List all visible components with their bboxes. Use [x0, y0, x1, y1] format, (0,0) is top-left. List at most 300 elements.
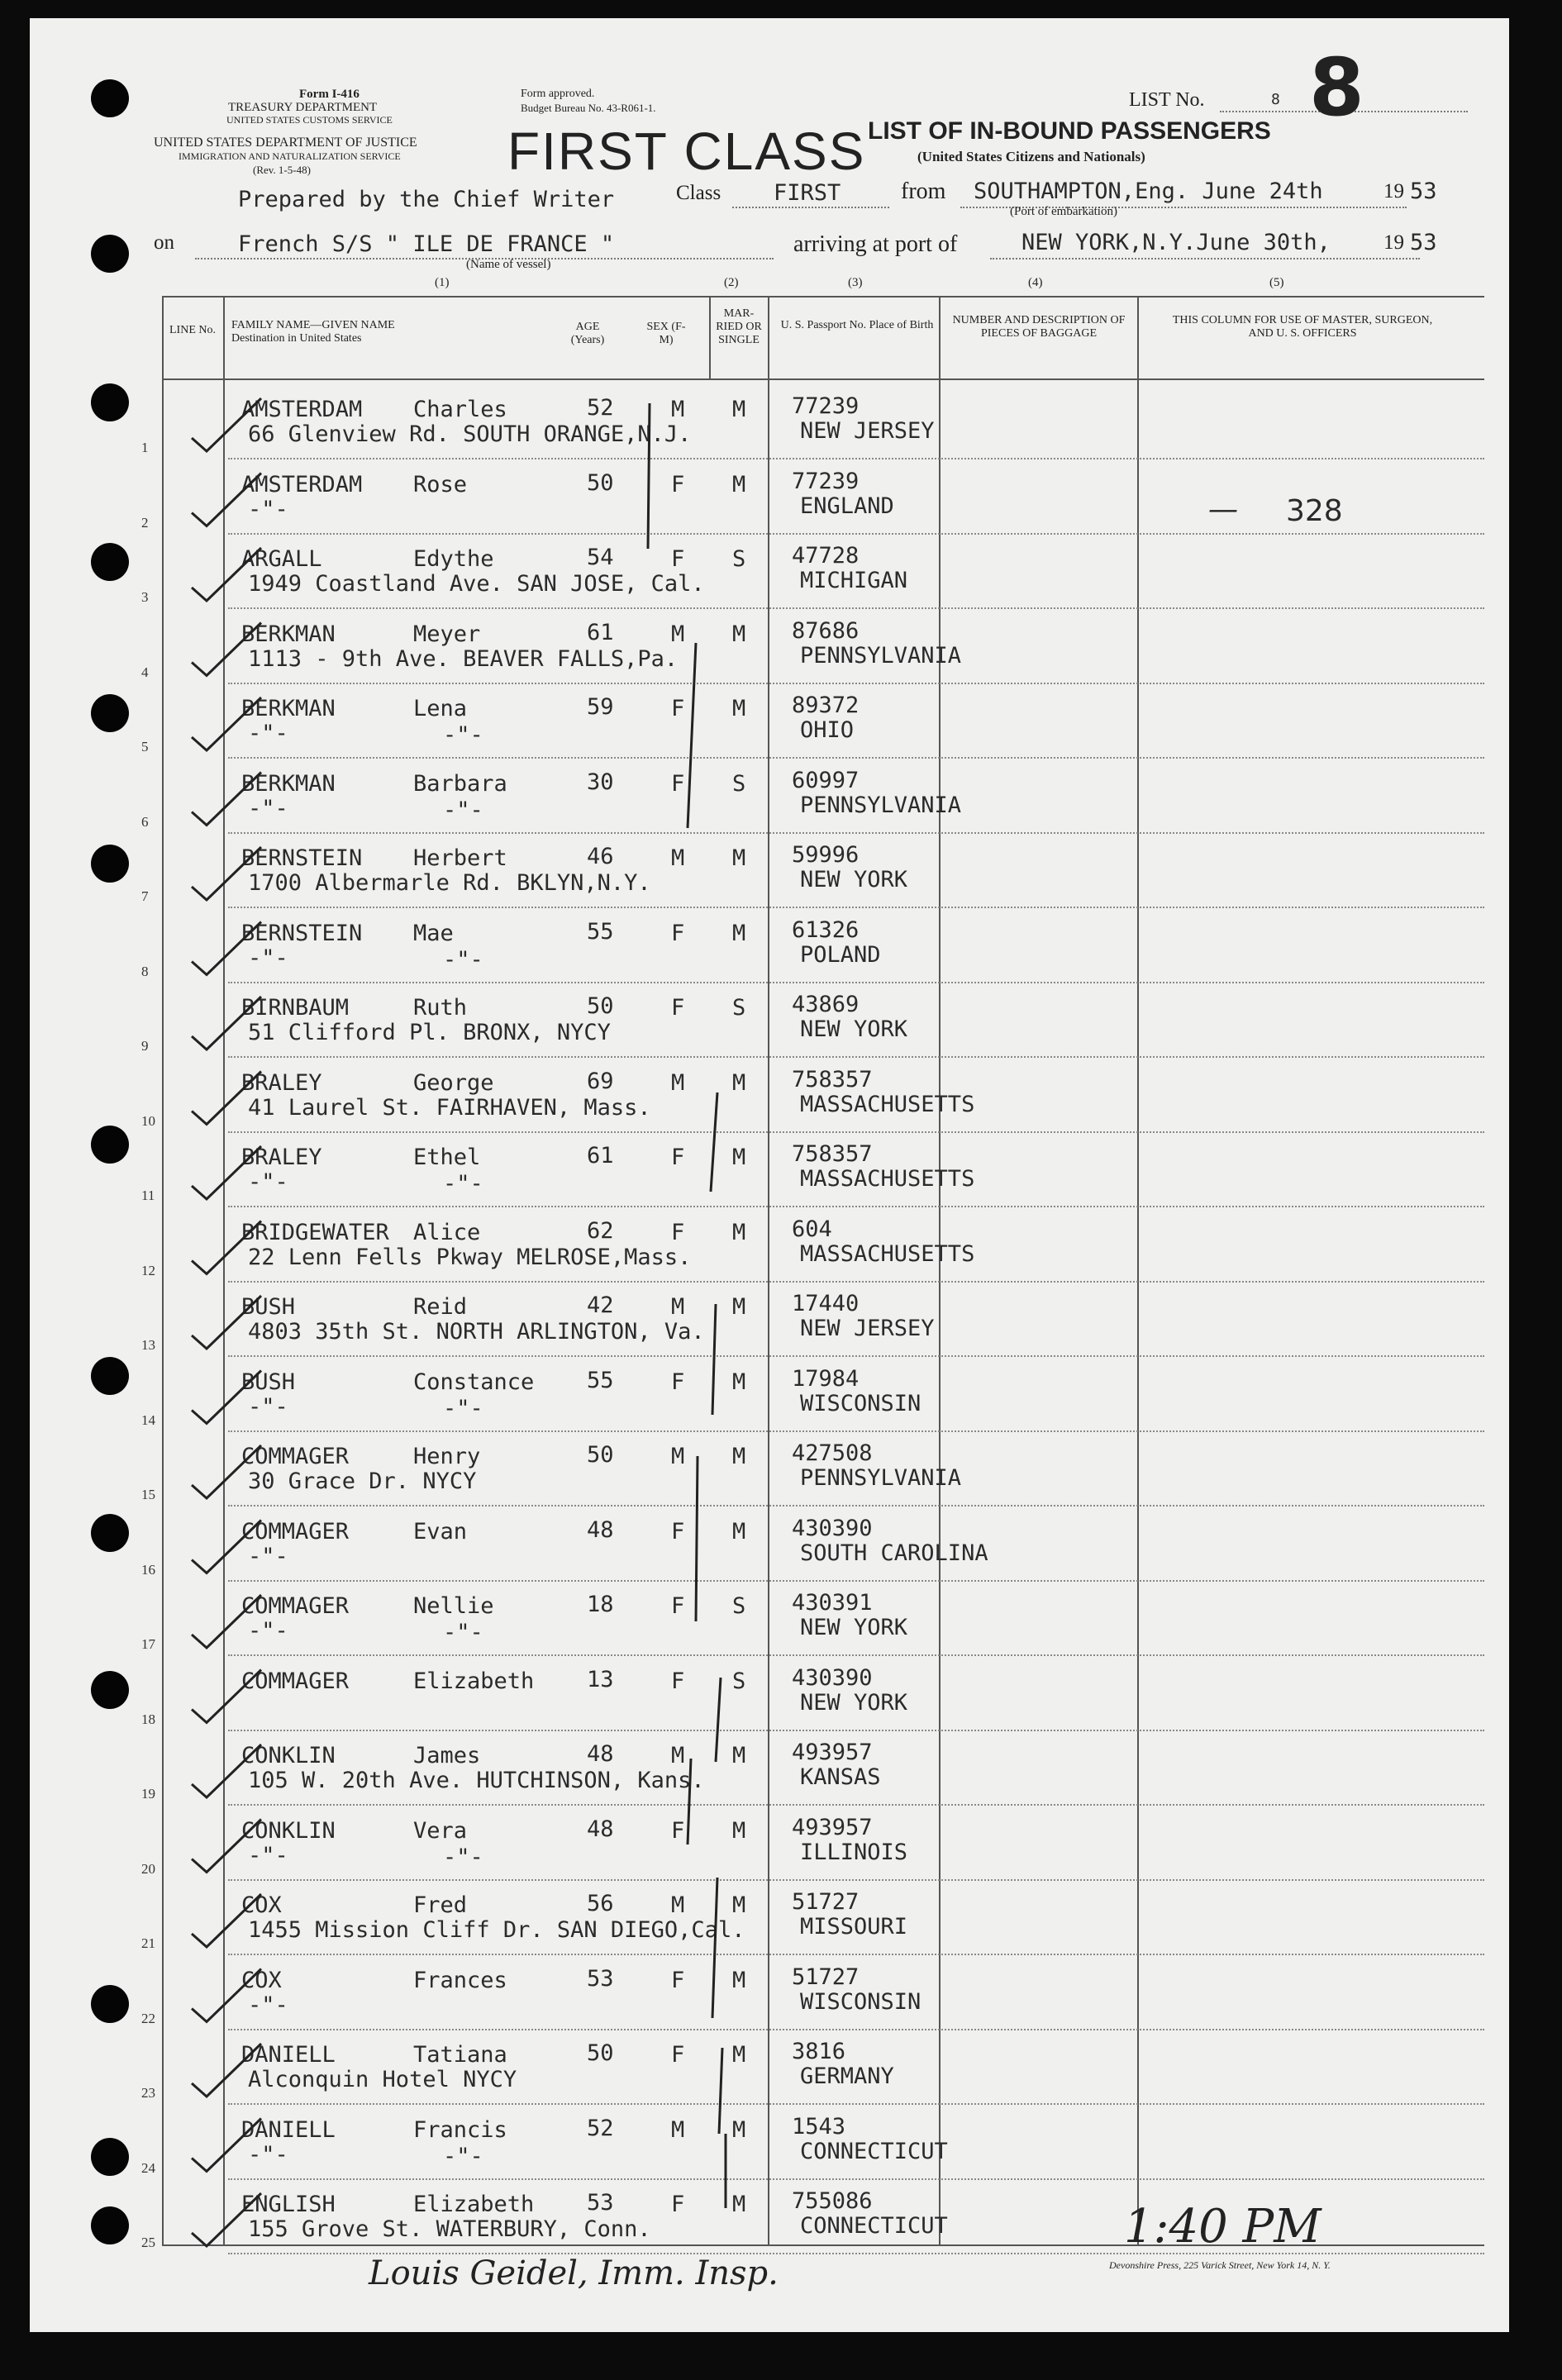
- line-number: 4: [141, 664, 149, 680]
- family-name: AMSTERDAM: [241, 471, 363, 497]
- sex: F: [671, 1368, 685, 1395]
- destination: 1113 - 9th Ave. BEAVER FALLS,Pa.: [248, 645, 679, 672]
- form-approved: Form approved.: [521, 88, 595, 100]
- marital-status: M: [732, 1743, 746, 1768]
- line-number: 6: [141, 813, 149, 830]
- bracket-stroke: [688, 1759, 691, 1844]
- passport-number: 87686: [792, 617, 860, 644]
- age: 55: [587, 918, 614, 945]
- family-name: BUSH: [241, 1368, 296, 1395]
- given-name-ditto: -"-: [443, 1844, 483, 1870]
- line-number: 1: [141, 440, 149, 455]
- family-name: DANIELL: [241, 2116, 336, 2143]
- place-of-birth: CONNECTICUT: [800, 2138, 948, 2164]
- passport-number: 758357: [792, 1141, 873, 1167]
- place-of-birth: ENGLAND: [800, 493, 894, 519]
- passport-number: 51727: [792, 1889, 860, 1915]
- destination: -"-: [248, 1992, 288, 2018]
- marital-status: M: [732, 845, 746, 871]
- sex: F: [671, 471, 685, 497]
- given-name: Constance: [413, 1368, 535, 1395]
- family-name: COX: [241, 1892, 282, 1918]
- marital-status: M: [732, 2116, 746, 2143]
- marital-status: M: [732, 696, 746, 721]
- age: 69: [587, 1068, 614, 1094]
- class-label: Class: [676, 182, 721, 204]
- year-prefix-1: 19: [1383, 180, 1404, 202]
- destination: 66 Glenview Rd. SOUTH ORANGE,N.J.: [248, 421, 692, 447]
- sex: F: [671, 1219, 685, 1245]
- sex: F: [671, 2042, 685, 2068]
- given-name: Francis: [413, 2116, 507, 2143]
- passport-number: 430390: [792, 1515, 873, 1541]
- marital-status: S: [732, 546, 746, 572]
- marital-status: M: [732, 1967, 746, 1993]
- line-number: 7: [141, 888, 149, 904]
- marital-status: M: [732, 1892, 746, 1918]
- given-name-ditto: -"-: [443, 722, 483, 748]
- passport-number: 493957: [792, 1740, 873, 1765]
- check-mark: [192, 2193, 261, 2246]
- line-number: 9: [141, 1038, 149, 1054]
- marital-status: M: [732, 1817, 746, 1844]
- given-name: Meyer: [413, 621, 481, 647]
- given-name: Fred: [413, 1892, 468, 1918]
- destination: 1949 Coastland Ave. SAN JOSE, Cal.: [248, 571, 705, 597]
- place-of-birth: CONNECTICUT: [800, 2213, 948, 2239]
- destination: 41 Laurel St. FAIRHAVEN, Mass.: [248, 1094, 651, 1121]
- destination: 4803 35th St. NORTH ARLINGTON, Va.: [248, 1319, 705, 1345]
- check-mark: [192, 697, 261, 750]
- check-mark: [192, 398, 261, 451]
- col-header-age: AGE (Years): [570, 321, 605, 346]
- place-of-birth: MASSACHUSETTS: [800, 1091, 975, 1117]
- sex: F: [671, 1518, 685, 1545]
- line-number: 19: [141, 1786, 155, 1802]
- list-no-label: LIST No.: [1129, 89, 1205, 111]
- vessel-name: French S/S " ILE DE FRANCE ": [238, 231, 615, 257]
- sex: M: [671, 845, 685, 871]
- line-number: 14: [141, 1411, 155, 1428]
- sex: M: [671, 1743, 685, 1768]
- given-name: Elizabeth: [413, 2192, 535, 2217]
- printer-credit: Devonshire Press, 225 Varick Street, New York 14, N. Y.: [1109, 2259, 1331, 2271]
- sex: F: [671, 1145, 685, 1170]
- family-name: ARGALL: [241, 546, 322, 572]
- family-name: COMMAGER: [241, 1668, 350, 1694]
- year-prefix-2: 19: [1383, 231, 1404, 254]
- place-of-birth: WISCONSIN: [800, 1390, 921, 1416]
- line-number: 22: [141, 2010, 155, 2026]
- marital-status: M: [732, 1219, 746, 1245]
- passport-number: 1543: [792, 2113, 846, 2140]
- vessel-caption: (Name of vessel): [466, 258, 551, 271]
- check-mark: [192, 623, 261, 676]
- marital-status: M: [732, 621, 746, 647]
- destination: -"-: [248, 1543, 288, 1569]
- marital-status: M: [732, 1368, 746, 1395]
- col-header-baggage: NUMBER AND DESCRIPTION OF PIECES OF BAGGAGE: [952, 314, 1126, 340]
- given-name: Vera: [413, 1817, 468, 1844]
- bracket-stroke: [688, 643, 696, 828]
- age: 48: [587, 1741, 614, 1767]
- given-name: Rose: [413, 471, 468, 497]
- age: 62: [587, 1217, 614, 1244]
- customs-service: UNITED STATES CUSTOMS SERVICE: [226, 114, 393, 126]
- check-mark: [192, 847, 261, 900]
- line-number: 2: [141, 514, 149, 531]
- family-name: AMSTERDAM: [241, 397, 363, 422]
- given-name: Mae: [413, 920, 454, 946]
- age: 30: [587, 769, 614, 795]
- check-mark: [192, 2044, 261, 2097]
- marital-status: M: [732, 471, 746, 497]
- place-of-birth: WISCONSIN: [800, 1988, 921, 2015]
- age: 61: [587, 1143, 614, 1169]
- sex: M: [671, 1444, 685, 1469]
- given-name: Alice: [413, 1219, 481, 1245]
- sex: F: [671, 1668, 685, 1694]
- list-no-typed: 8: [1271, 91, 1280, 108]
- marital-status: M: [732, 2192, 746, 2217]
- age: 52: [587, 395, 614, 421]
- marital-status: M: [732, 1518, 746, 1545]
- bracket-marks: [30, 18, 1509, 2332]
- passport-number: 89372: [792, 693, 860, 718]
- form-id: Form I-416: [299, 88, 360, 101]
- given-name-ditto: -"-: [443, 946, 483, 973]
- arrival-time: 1:40 PM: [1124, 2200, 1322, 2254]
- first-class-stamp: FIRST CLASS: [507, 121, 866, 181]
- place-of-birth: PENNSYLVANIA: [800, 1465, 962, 1491]
- sex: M: [671, 397, 685, 422]
- line-number: 20: [141, 1860, 155, 1877]
- line-number: 12: [141, 1262, 155, 1278]
- place-of-birth: PENNSYLVANIA: [800, 792, 962, 818]
- check-mark: [192, 1894, 261, 1947]
- passport-number: 59996: [792, 842, 860, 868]
- destination: 30 Grace Dr. NYCY: [248, 1468, 477, 1494]
- line-number: 15: [141, 1487, 155, 1502]
- place-of-birth: NEW YORK: [800, 1016, 908, 1042]
- marital-status: M: [732, 2042, 746, 2068]
- passport-number: 61326: [792, 916, 860, 943]
- place-of-birth: MASSACHUSETTS: [800, 1166, 975, 1192]
- bracket-stroke: [696, 1456, 698, 1621]
- line-number: 3: [141, 589, 149, 605]
- destination: 22 Lenn Fells Pkway MELROSE,Mass.: [248, 1244, 692, 1270]
- age: 61: [587, 619, 614, 645]
- passport-number: 17984: [792, 1365, 860, 1392]
- col-num-1: (1): [435, 276, 450, 289]
- page-subtitle: (United States Citizens and Nationals): [917, 149, 1145, 164]
- year-value-1: 53: [1410, 178, 1437, 204]
- check-mark: [192, 922, 261, 975]
- place-of-birth: MASSACHUSETTS: [800, 1240, 975, 1267]
- passport-number: 430391: [792, 1590, 873, 1616]
- place-of-birth: PENNSYLVANIA: [800, 642, 962, 669]
- line-number: 11: [141, 1188, 155, 1203]
- port-embarkation-caption: (Port of embarkation): [1010, 205, 1117, 218]
- sex: F: [671, 1817, 685, 1844]
- place-of-birth: SOUTH CAROLINA: [800, 1540, 988, 1566]
- check-mark: [192, 1820, 261, 1873]
- age: 50: [587, 469, 614, 496]
- page-title: LIST OF IN-BOUND PASSENGERS: [868, 117, 1271, 145]
- family-name: BERKMAN: [241, 696, 336, 721]
- family-name: COMMAGER: [241, 1518, 350, 1545]
- age: 54: [587, 545, 614, 570]
- col-header-officers: THIS COLUMN FOR USE OF MASTER, SURGEON, AND U. S. OFFICERS: [1172, 314, 1433, 340]
- list-no-handwritten: 8: [1309, 41, 1364, 134]
- line-number: 17: [141, 1636, 155, 1652]
- line-number: 13: [141, 1337, 155, 1353]
- family-name: BERKMAN: [241, 621, 336, 647]
- marital-status: M: [732, 397, 746, 422]
- family-name: BRIDGEWATER: [241, 1219, 389, 1245]
- check-mark: [192, 474, 261, 526]
- given-name: Reid: [413, 1294, 468, 1320]
- passport-number: 77239: [792, 468, 860, 494]
- destination: -"-: [248, 2141, 288, 2168]
- place-of-birth: POLAND: [800, 941, 881, 968]
- bracket-stroke: [716, 1678, 721, 1762]
- family-name: BRALEY: [241, 1069, 322, 1096]
- sex: F: [671, 2192, 685, 2217]
- col-header-sex: SEX (F-M): [646, 321, 686, 346]
- given-name-ditto: -"-: [443, 2143, 483, 2169]
- destination: -"-: [248, 1842, 288, 1868]
- family-name: CONKLIN: [241, 1743, 336, 1768]
- destination: 1455 Mission Cliff Dr. SAN DIEGO,Cal.: [248, 1917, 745, 1943]
- age: 18: [587, 1592, 614, 1617]
- bracket-stroke: [711, 1092, 717, 1192]
- age: 13: [587, 1666, 614, 1692]
- age: 59: [587, 694, 614, 720]
- place-of-birth: OHIO: [800, 717, 855, 743]
- marital-status: S: [732, 1593, 746, 1619]
- inspector-signature: Louis Geidel, Imm. Insp.: [369, 2254, 779, 2292]
- arriving-label: arriving at port of: [793, 231, 958, 257]
- given-name: Lena: [413, 696, 468, 721]
- place-of-birth: NEW YORK: [800, 1615, 908, 1640]
- arrival-value: NEW YORK,N.Y.June 30th,: [1021, 230, 1331, 255]
- place-of-birth: NEW JERSEY: [800, 418, 935, 444]
- family-name: COMMAGER: [241, 1444, 350, 1469]
- passport-number: 3816: [792, 2039, 846, 2064]
- given-name-ditto: -"-: [443, 1395, 483, 1421]
- given-name: Edythe: [413, 546, 494, 572]
- line-number: 16: [141, 1561, 155, 1578]
- family-name: BRALEY: [241, 1145, 322, 1170]
- destination: 51 Clifford Pl. BRONX, NYCY: [248, 1020, 611, 1045]
- justice-dept: UNITED STATES DEPARTMENT OF JUSTICE: [154, 136, 417, 150]
- stamp-number: 328: [1286, 494, 1343, 528]
- col-num-4: (4): [1028, 276, 1043, 289]
- line-number: 8: [141, 963, 149, 979]
- age: 48: [587, 1816, 614, 1842]
- marital-status: M: [732, 1444, 746, 1469]
- embarkation-value: SOUTHAMPTON,Eng. June 24th: [974, 178, 1323, 204]
- place-of-birth: GERMANY: [800, 2063, 894, 2089]
- col-num-2: (2): [724, 276, 739, 289]
- given-name: Barbara: [413, 770, 507, 797]
- on-label: on: [154, 231, 174, 254]
- sex: F: [671, 546, 685, 572]
- family-name: COX: [241, 1967, 282, 1993]
- sex: F: [671, 770, 685, 797]
- check-mark: [192, 773, 261, 826]
- destination: -"-: [248, 945, 288, 971]
- family-name: BERKMAN: [241, 770, 336, 797]
- destination: 1700 Albermarle Rd. BKLYN,N.Y.: [248, 870, 651, 896]
- passport-number: 427508: [792, 1440, 873, 1466]
- place-of-birth: NEW JERSEY: [800, 1316, 935, 1341]
- destination: 155 Grove St. WATERBURY, Conn.: [248, 2216, 651, 2242]
- family-name: BUSH: [241, 1294, 296, 1320]
- given-name: Nellie: [413, 1593, 494, 1619]
- sex: F: [671, 920, 685, 946]
- col-header-name: FAMILY NAME—GIVEN NAME Destination in United States: [231, 319, 395, 345]
- age: 50: [587, 993, 614, 1019]
- passport-number: 51727: [792, 1963, 860, 1990]
- passport-number: 758357: [792, 1066, 873, 1092]
- sex: M: [671, 1294, 685, 1320]
- marital-status: S: [732, 1668, 746, 1694]
- sex: M: [671, 2116, 685, 2143]
- place-of-birth: KANSAS: [800, 1764, 881, 1790]
- check-mark: [192, 1445, 261, 1498]
- destination: -"-: [248, 1169, 288, 1195]
- bracket-stroke: [648, 403, 650, 549]
- line-number: 18: [141, 1711, 155, 1727]
- given-name: Evan: [413, 1518, 468, 1545]
- given-name-ditto: -"-: [443, 1171, 483, 1197]
- line-number: 23: [141, 2085, 155, 2101]
- marital-status: M: [732, 1145, 746, 1170]
- line-number: 21: [141, 1935, 155, 1951]
- passport-number: 430390: [792, 1664, 873, 1691]
- year-value-2: 53: [1410, 230, 1437, 255]
- treasury-dept: TREASURY DEPARTMENT: [228, 101, 378, 114]
- col-num-3: (3): [848, 276, 863, 289]
- marital-status: M: [732, 920, 746, 946]
- given-name: George: [413, 1069, 494, 1096]
- sex: M: [671, 1892, 685, 1918]
- passport-number: 604: [792, 1216, 832, 1242]
- marital-status: S: [732, 770, 746, 797]
- sex: F: [671, 995, 685, 1021]
- line-number: 25: [141, 2235, 155, 2250]
- check-mark: [192, 2119, 261, 2172]
- class-value: FIRST: [774, 180, 841, 206]
- given-name: Ethel: [413, 1145, 481, 1170]
- age: 48: [587, 1516, 614, 1543]
- check-mark: [192, 1521, 261, 1573]
- from-label: from: [901, 178, 946, 204]
- age: 50: [587, 1442, 614, 1468]
- age: 42: [587, 1292, 614, 1318]
- place-of-birth: ILLINOIS: [800, 1839, 908, 1865]
- sex: F: [671, 696, 685, 721]
- destination: Alconquin Hotel NYCY: [248, 2067, 517, 2092]
- check-mark: [192, 1296, 261, 1349]
- family-name: CONKLIN: [241, 1817, 336, 1844]
- destination: -"-: [248, 721, 288, 746]
- age: 52: [587, 2115, 614, 2141]
- destination: -"-: [248, 795, 288, 821]
- revision: (Rev. 1-5-48): [253, 164, 311, 176]
- passport-number: 493957: [792, 1814, 873, 1840]
- check-mark: [192, 1146, 261, 1199]
- given-name: Ruth: [413, 995, 468, 1021]
- marital-status: S: [732, 995, 746, 1021]
- marital-status: M: [732, 1069, 746, 1096]
- passport-number: 43869: [792, 992, 860, 1017]
- family-name: COMMAGER: [241, 1593, 350, 1619]
- age: 46: [587, 844, 614, 869]
- destination: -"-: [248, 1393, 288, 1420]
- sex: F: [671, 1967, 685, 1993]
- family-name: BIRNBAUM: [241, 995, 350, 1021]
- line-number: 10: [141, 1112, 155, 1129]
- col-header-married: MAR-RIED OR SINGLE: [716, 307, 762, 346]
- line-number: 5: [141, 739, 149, 754]
- passport-number: 17440: [792, 1291, 860, 1316]
- check-mark: [192, 1595, 261, 1648]
- budget-bureau: Budget Bureau No. 43-R061-1.: [521, 102, 656, 114]
- given-name-ditto: -"-: [443, 797, 483, 823]
- destination: -"-: [248, 496, 288, 522]
- col-header-line: LINE No.: [169, 324, 216, 336]
- family-name: ENGLISH: [241, 2192, 336, 2217]
- check-mark: [192, 1969, 261, 2022]
- check-mark: [192, 1745, 261, 1797]
- family-name: BERNSTEIN: [241, 920, 363, 946]
- passport-number: 60997: [792, 767, 860, 793]
- passport-number: 755086: [792, 2188, 873, 2214]
- place-of-birth: NEW YORK: [800, 867, 908, 892]
- prepared-by: Prepared by the Chief Writer: [238, 187, 615, 212]
- destination: 105 W. 20th Ave. HUTCHINSON, Kans.: [248, 1768, 705, 1793]
- manifest-page: [30, 18, 1509, 2332]
- check-mark: [192, 1670, 261, 1723]
- check-mark: [192, 1072, 261, 1125]
- passport-number: 47728: [792, 543, 860, 569]
- given-name: Herbert: [413, 845, 507, 871]
- family-name: DANIELL: [241, 2042, 336, 2068]
- place-of-birth: NEW YORK: [800, 1689, 908, 1716]
- passport-number: 77239: [792, 393, 860, 419]
- place-of-birth: MISSOURI: [800, 1914, 908, 1940]
- given-name: Charles: [413, 397, 507, 422]
- destination: -"-: [248, 1618, 288, 1644]
- sex: F: [671, 1593, 685, 1619]
- bracket-strokes: [648, 403, 726, 2208]
- sex: M: [671, 1069, 685, 1096]
- col-num-5: (5): [1269, 276, 1284, 289]
- bracket-stroke: [719, 2048, 722, 2134]
- bracket-stroke: [712, 1878, 717, 2018]
- age: 56: [587, 1891, 614, 1916]
- check-mark: [192, 1371, 261, 1424]
- given-name: Frances: [413, 1967, 507, 1993]
- given-name: James: [413, 1743, 481, 1768]
- given-name: Elizabeth: [413, 1668, 535, 1694]
- age: 50: [587, 2040, 614, 2066]
- stamp-mark: —: [1208, 493, 1238, 526]
- check-mark: [192, 1221, 261, 1274]
